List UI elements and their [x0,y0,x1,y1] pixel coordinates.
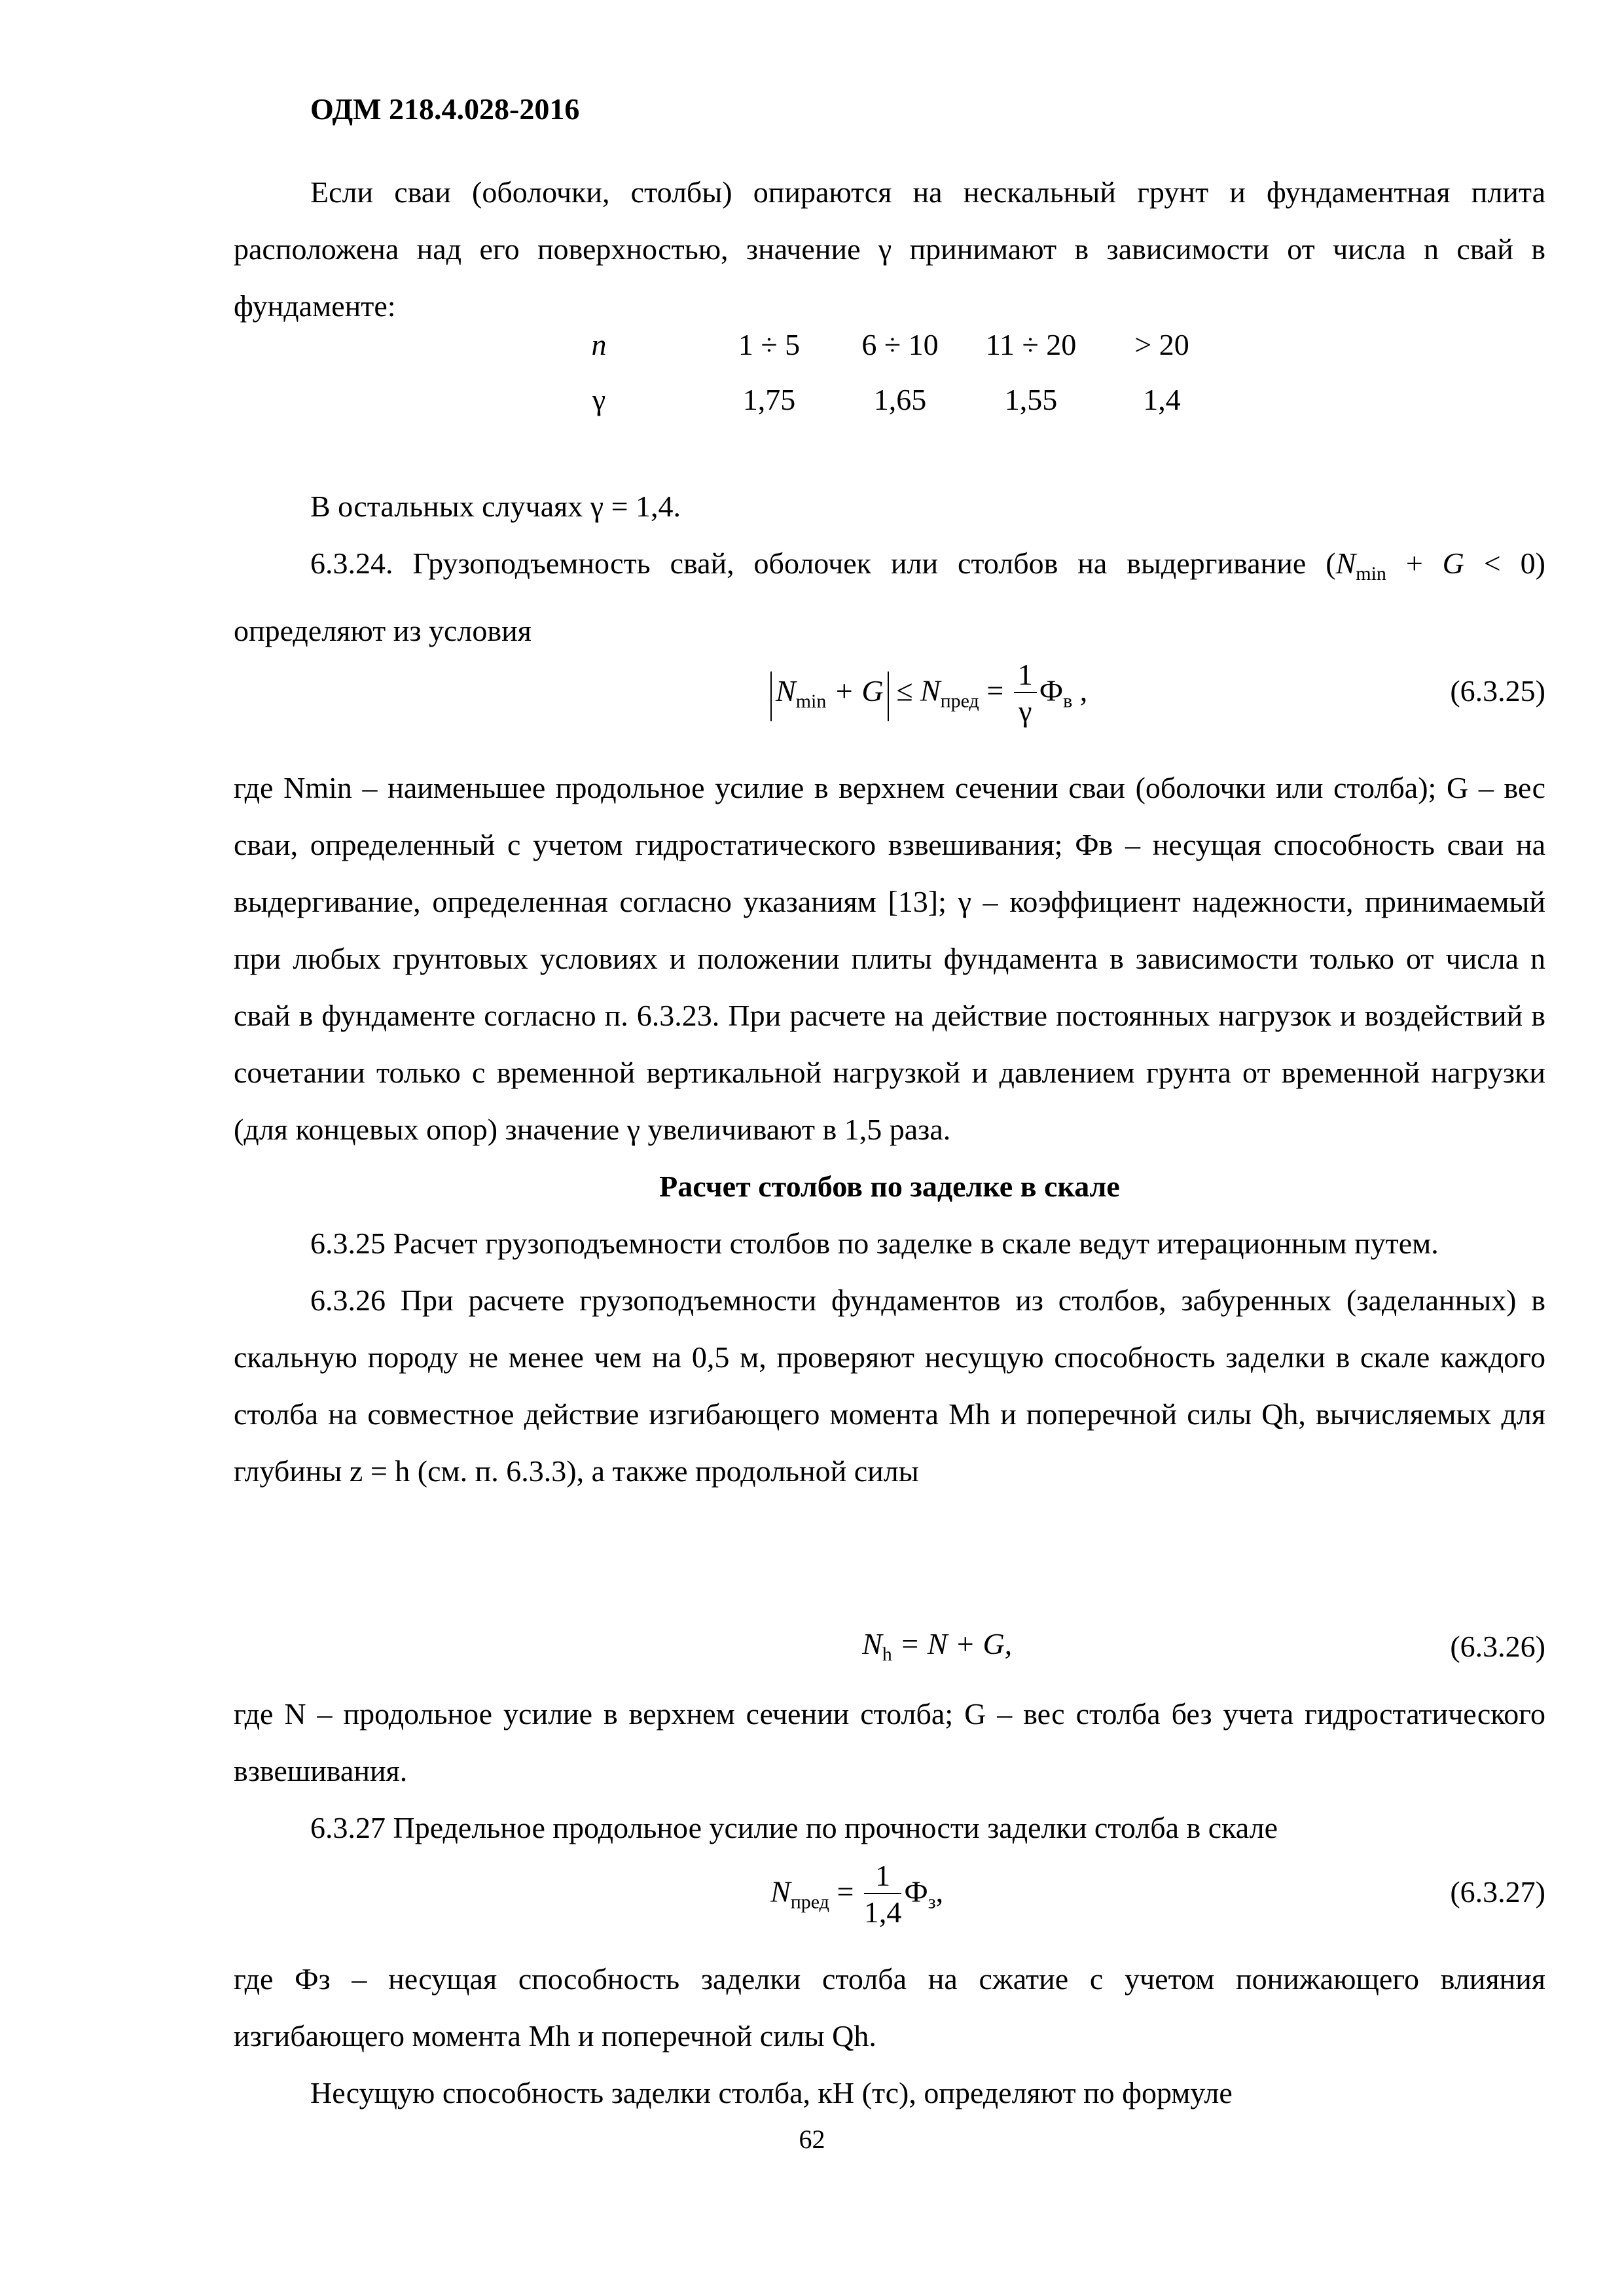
table-cell: > 20 [1134,328,1189,361]
symbol-phi: Ф [1039,673,1064,708]
table-cell: 1,55 [1004,383,1058,416]
fraction [864,1859,902,1931]
subscript: в [1063,690,1073,712]
fraction-denominator: 1,4 [863,1895,902,1929]
symbol-phi: Ф [904,1874,928,1909]
equation-body [862,1626,1012,1666]
equation-body [770,658,1087,730]
section-heading: Расчет столбов по заделке в скале [659,1170,1120,1203]
equation-6-3-25 [234,658,1545,736]
fraction-denominator: γ [1019,694,1032,728]
paragraph-where-1: где Nmin – наименьшее продольное усилие в верхнем сечении сваи (оболочки или столба); G – вес сваи, определенный с учетом гидростатического взвешивания; Фв – несущая способность сваи на выдергивание, определенная согласно указаниям [13]; γ – коэффициент надежности, принимаемый при любых грунтовых условиях и положении плиты фундамента в зависимости только от числа n свай в фундаменте согласно п. 6.3.23. При расчете на действие постоянных нагрузок и воздействий в сочетании только с временной вертикальной нагрузкой и давлением грунта от временной нагрузки (для концевых опор) значение γ увеличивают в 1,5 раза. [234,771,1545,1146]
document-code-header: ОДМ 218.4.028-2016 [310,92,580,126]
table-cell: 1,65 [873,383,927,416]
subscript: пред [790,1891,829,1913]
paragraph-other-cases: В остальных случаях γ = 1,4. [310,490,681,523]
equation-6-3-26 [234,1613,1545,1692]
paragraph-6-3-24 [234,535,1545,659]
table-cell: 11 ÷ 20 [985,328,1077,361]
equation-number: (6.3.27) [1450,1875,1545,1909]
text-run: 6.3.24. Грузоподъемность свай, оболочек или столбов на выдергивание ( [310,547,1336,580]
section-closing [234,1950,1545,2121]
symbol-g: G [1442,547,1464,580]
equals-sign: = [829,1874,861,1909]
text-run: + [1386,547,1443,580]
subscript: h [882,1643,892,1665]
section-6-3-27 [234,1685,1545,1856]
section-explanations [234,759,1545,1499]
table-cell: 1,4 [1143,383,1181,416]
equation-number: (6.3.25) [1450,674,1545,708]
equals-sign: = [979,673,1011,708]
punctuation: , [1072,673,1088,708]
paragraph-where-3: где Фз – несущая способность заделки столба на сжатие с учетом понижающего влияния изгибающего момента Mh и поперечной силы Qh. [234,1962,1545,2053]
equation-body [770,1859,943,1931]
symbol-n: N [770,1874,791,1909]
table-cell: n [591,328,607,361]
symbol-plus-g: + G [826,673,884,708]
fraction-numerator: 1 [864,1859,902,1894]
symbol-n: N [776,673,796,708]
punctuation: , [935,1874,944,1909]
table-cell: γ [592,383,606,416]
paragraph-last: Несущую способность заделки столба, кН (тс), определяют по формуле [310,2076,1233,2109]
paragraph-where-2: где N – продольное усилие в верхнем сечении столба; G – вес столба без учета гидростатического взвешивания. [234,1697,1545,1787]
fraction-numerator: 1 [1014,658,1037,693]
equation-6-3-27 [234,1859,1545,1937]
equation-rhs: = N + G, [892,1627,1013,1660]
subscript-min: min [1356,563,1386,584]
symbol-leq-n: ≤ N [888,673,941,708]
intro-block [234,164,1545,334]
subscript: з [928,1891,936,1913]
page-number: 62 [799,2125,825,2154]
table-cell: 1 ÷ 5 [738,328,801,361]
table-cell: 6 ÷ 10 [861,328,939,361]
subscript: пред [940,690,979,712]
fraction [1014,658,1037,730]
paragraph-6-3-25: 6.3.25 Расчет грузоподъемности столбов по заделке в скале ведут итерационным путем. [310,1227,1439,1260]
paragraph-6-3-27: 6.3.27 Предельное продольное усилие по прочности заделки столба в скале [310,1811,1278,1844]
absolute-value [770,672,889,721]
equation-number: (6.3.26) [1450,1630,1545,1663]
section-6-3-24 [234,478,1545,659]
symbol-n: N [1335,547,1356,580]
subscript: min [795,690,827,712]
paragraph-intro: Если сваи (оболочки, столбы) опираются на нескальный грунт и фундаментная плита расположена над его поверхностью, значение γ принимают в зависимости от числа n свай в фундаменте: [234,175,1545,323]
text-run: < 0) определяют из условия [234,547,1545,647]
paragraph-6-3-26: 6.3.26 При расчете грузоподъемности фундаментов из столбов, забуренных (заделанных) в скальную породу не менее чем на 0,5 м, проверяют несущую способность заделки в скале каждого столба на совместное действие изгибающего момента Mh и поперечной силы Qh, вычисляемых для глубины z = h (см. п. 6.3.3), а также продольной силы [234,1283,1545,1488]
symbol-n: N [862,1627,882,1660]
table-cell: 1,75 [742,383,796,416]
